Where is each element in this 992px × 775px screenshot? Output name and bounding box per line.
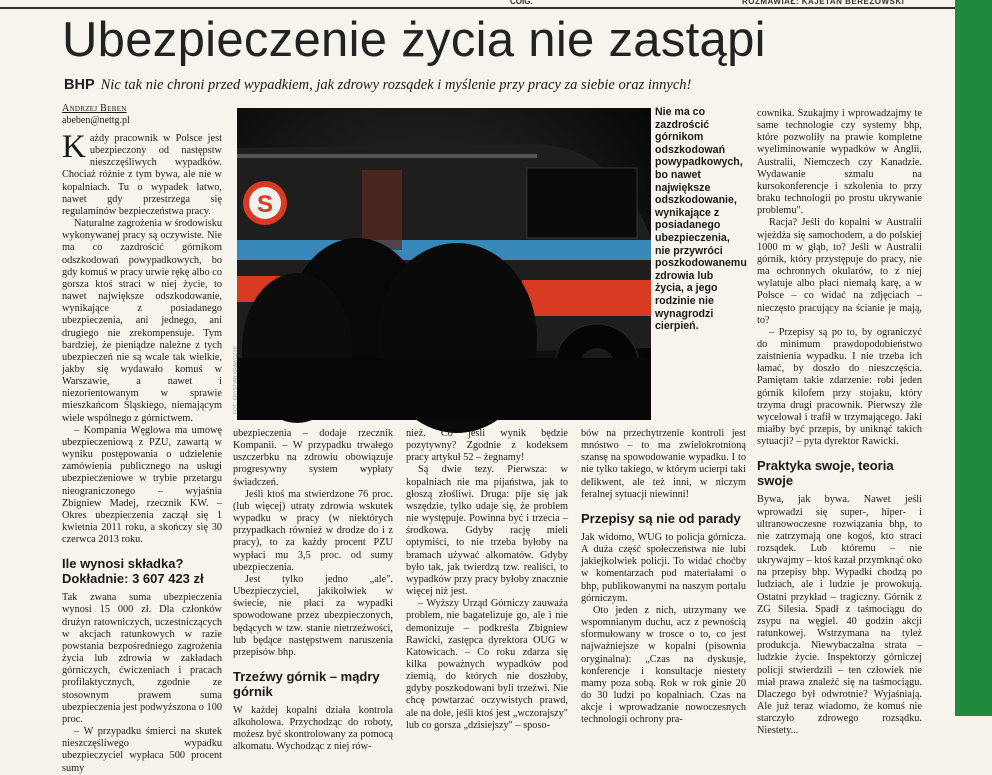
author-byline [62, 103, 130, 127]
paragraph: Tak zwana suma ubezpieczenia wynosi 15 000 zł. Dla członków drużyn ratowniczych, uczestniczących w akcjach ratunkowych w razie powstania bezpośredniego zagrożenia życia lub zdrowia w zakładach górniczych, ćwiczeniach i pracach profilaktycznych, zgodnie ze stosownym prawem suma ubezpieczenia jest podwyższona o 100 proc. [62, 592, 222, 725]
paragraph: cownika. Szukajmy i wprowadzajmy te same technologie czy systemy bhp, które pozwoliły na prawie kompletne wyeliminowanie wypadków w Anglii, Australii, Niemczech czy Kanadzie. Wydawanie szmalu na kursokonferencje i szkolenia to przy braku technologii po prostu ukrywanie problemu". [757, 108, 922, 217]
text-column-5 [757, 108, 922, 737]
paragraph: Jest tylko jedno „ale". Ubezpieczyciel, jakikolwiek w świecie, nie płaci za wypadki spowodowane przez ubezpieczonych, będących w tzw. stanie nietrzeźwości, lub będące następstwem naruszenia przepisów bhp. [233, 573, 393, 658]
paragraph: Bywa, jak bywa. Nawet jeśli wprowadzi się super-, hiper- i ultranowoczesne rozwiązania bhp, to nie zatrzymają one kogoś, kto straci rozsądek. Lub któremu – nie ukrywajmy – ktoś kazał przymknąć oko na przepisy bhp. Wypadki chodzą po ludziach, ale i ludzie je prowokują. Ostatni przykład – tragiczny. Górnik z ZG Silesia. Spadł z taśmociągu do zsypu na węgiel. 40 godzin akcji ratunkowej. Wstrzymana na tyleż produkcja. Niewybaczalna strata – ludzkie życie. Inspektorzy górniczej policji stwierdzili – ten człowiek nie miał prawa znaleźć się na taśmociągu. Dlaczego był odwrotnie? Wyjaśniają. Ale już teraz wiadomo, że komuś nie starczyło zdrowego rozsądku. Niestety... [757, 494, 922, 737]
paragraph: Oto jeden z nich, utrzymany we wspomnianym duchu, acz z pewnością sformułowany w trosce o to, co jest najważniejsze w kopalni (pisownia oryginalna): „Czas na dyskusje, konferencje i konsultacje niestety mamy poza sobą. Rok w rok ginie 20 do 30 ludzi po kopalniach. Czas na akcje i wprowadzanie nowoczesnych technologii ochrony pra- [581, 604, 746, 726]
article-title: Ubezpieczenie życia nie zastąpi [62, 13, 766, 67]
paragraph: – Kompania Węglowa ma umowę ubezpieczeniową z PZU, zawartą w wyniku postępowania o udzielenie zamówienia publicznego na usługi ubezpieczeniowe w trybie przetargu nieograniczonego – wyjaśnia Zbigniew Madej, rzecznik KW. – Okres ubezpieczenia zaczął się 1 kwietnia 2011 roku, a skończy się 30 czerwca 2013 roku. [62, 424, 222, 546]
text-column-4 [581, 428, 746, 726]
article-photo [233, 108, 651, 420]
header-right-fragment: ROZMAWIAŁ: KAJETAN BEREZOWSKI [742, 0, 905, 6]
paragraph: Są dwie tezy. Pierwsza: w kopalniach nie ma pijaństwa, jak to głoszą złośliwi. Druga: pije się jak wszędzie, tylko udaje się, że problem nie występuje. Powinna być i trzecia – środkowa. Gdyby rację mieli optymiści, to nie trzeba byłoby na bramach używać alkomatów. Gdyby było tak, jak twierdzą tzw. realiści, to wypadków przy pracy byłoby znacznie więcej niż jest. [406, 464, 568, 598]
ambulance-night-photo [237, 108, 651, 420]
article-lead [64, 76, 944, 94]
paragraph: ubezpieczenia – dodaje rzecznik Kompanii. – W przypadku trwałego uszczerbku na zdrowiu obowiązuje progresywny system wypłaty świadczeń. [233, 428, 393, 488]
author-email: abeben@nettg.pl [62, 115, 130, 126]
paragraph: nież. Co jeśli wynik będzie pozytywny? Zgodnie z kodeksem pracy artykuł 52 – żegnamy! [406, 428, 568, 464]
paragraph: Jak widomo, WUG to policja górnicza. A duża część społeczeństwa nie lubi jakiejkolwiek policji. To widać choćby w komentarzach pod materiałami o bhp, publikowanymi na naszym portalu górniczym. [581, 531, 746, 604]
paragraph: bów na przechytrzenie kontroli jest mnóstwo – to ma zwielokrotnioną szansę na spowodowanie wypadku. I to nie tylko takiego, w którym ucierpi taki delikwent, ale też inni, w niczym feralnej sytuacji niewinni! [581, 428, 746, 500]
text-column-1 [62, 129, 222, 774]
page-edge [955, 0, 992, 716]
subheading: Przepisy są nie od parady [581, 510, 741, 526]
pull-quote: Nie ma co zazdrościć górnikom odszkodowań powypadkowych, bo nawet największe odszkodowanie, wynikające z posiadanego ubezpieczenia, nie przywróci poszkodowanemu zdrowia lub życia, a jego rodzinie nie wynagrodzi cierpień. [655, 106, 747, 333]
paragraph: ażdy pracownik w Polsce jest ubezpieczony od następstw nieszczęśliwych wypadków. Chociaż różnie z tym bywa, ale nie w kopalniach. Tu o wypadek łatwo, nawet gdy przestrzega się regulaminów bezpieczeństwa pracy. [62, 133, 222, 217]
section-tag: BHP [64, 77, 95, 93]
subheading: Praktyka swoje, teoria swoje [757, 458, 894, 489]
subheading: Ile wynosi składka? Dokładnie: 3 607 423 zł [62, 556, 204, 587]
paragraph: – W przypadku śmierci na skutek nieszczęśliwego wypadku ubezpieczyciel wypłaca 500 procent sumy [62, 726, 222, 774]
paragraph: W każdej kopalni działa kontrola alkoholowa. Przychodząc do roboty, możesz być skontrolowany za pomocą alkomatu. Wychodząc z niej rów- [233, 704, 393, 753]
svg-text:S: S [256, 191, 274, 218]
paragraph: – Wyższy Urząd Górniczy zauważa problem, nie bagatelizuje go, ale i nie demonizuje – podkreśla Zbigniew Rawicki, zastępca dyrektora OUG w Katowicach. – Co roku zdarza się kilka poważnych wypadków pod ziemią, do których nie doszłoby, gdyby poszkodowani byli trzeźwi. Nie chcę powtarzać oczywistych prawd, ale na dole, jeśli ktoś jest „wczorajszy" lub co gorsza „dzisiejszy" – sposo- [406, 598, 568, 731]
header-left-fragment: COIG. [510, 0, 533, 6]
paragraph: – Przepisy są po to, by ograniczyć do minimum prawdopodobieństwo zaistnienia wypadku. I nie trzeba ich łamać, by doszło do nieszczęścia. Pamiętam takie zdarzenie: robi jeden górnik kilofem przy stojaku, który trzyma drugi pracownik. Pierwszy źle wycelował i trafił w trzymającego. Jaki miałby być przepis, by uniknąć takich sytuacji? – pyta dyrektor Rawicki. [757, 326, 922, 448]
subheading: Trzeźwy górnik – mądry górnik [233, 668, 380, 699]
photo-credit: FOT.: KRYSTIAN KRAWCZYK [233, 345, 239, 414]
header-rule [0, 7, 955, 9]
lead-text: Nic tak nie chroni przed wypadkiem, jak zdrowy rozsądek i myślenie przy pracy za siebie oraz innych! [100, 77, 692, 93]
paragraph: Jeśli ktoś ma stwierdzone 76 proc. (lub więcej) utraty zdrowia wskutek wypadku w pracy (w niektórych przypadkach również w drodze do i z pracy), to za każdy procent PZU wypłaci mu 3,5 proc. od sumy ubezpieczenia. [233, 488, 393, 573]
author-name: Andrzej Beben [62, 103, 127, 114]
paragraph: Naturalne zagrożenia w środowisku wykonywanej pracy są oczywiste. Nie ma co zazdrościć górnikom odszkodowań powypadkowych, bo gdy komuś w pracy urwie rękę albo co gorsza ktoś straci w niej życie, to nawet największe odszkodowanie, wynikające z posiadanego ubezpieczenia, ani jednego, ani drugiego nie zrekompensuje. Tym bardziej, że pieniądze należne z tych ubezpieczeń nie są wcale tak wielkie, jakby się wydawało komuś w Warszawie, a nawet i niezorientowanym w sprawie mieszkańcom Śląskiego, niemającym wiele wspólnego z górnictwem. [62, 218, 222, 424]
paragraph: Racja? Jeśli do kopalni w Australii wjeżdża się samochodem, a do polskiej 1000 m w głąb, to? Jeśli w Australii górnik, który przystępuje do pracy, nie ma ochronnych okularów, to z niej wylatuje albo płaci niemałą karę, a w Polsce – co widać na zdjęciach – nieczęsto pracujący na ścianie je mają, to? [757, 217, 922, 326]
text-column-2 [233, 428, 393, 753]
text-column-3 [406, 428, 568, 731]
drop-cap: K [62, 129, 86, 165]
